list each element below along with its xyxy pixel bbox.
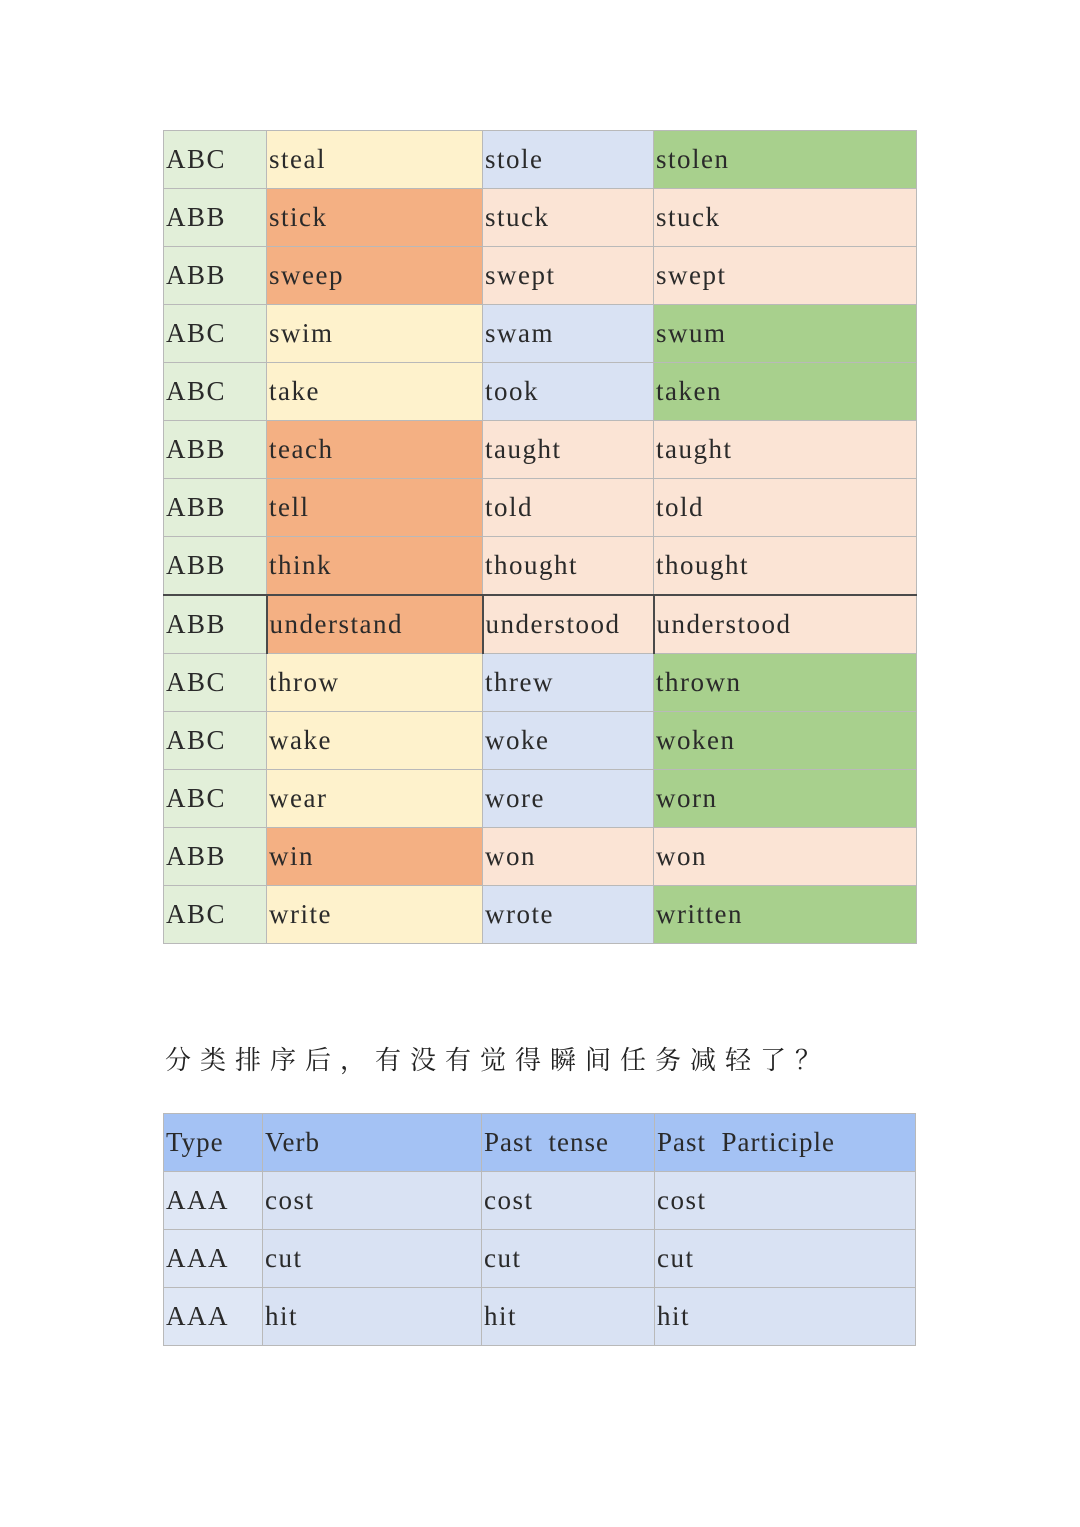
verb-cell: wake <box>267 712 483 770</box>
type-cell: ABC <box>164 770 267 828</box>
past-participle-cell: written <box>654 886 917 944</box>
type-cell: ABC <box>164 305 267 363</box>
past-tense-cell: told <box>483 479 654 537</box>
table-row <box>164 828 917 886</box>
past-tense-cell: wore <box>483 770 654 828</box>
type-cell: AAA <box>164 1172 263 1230</box>
table-row <box>164 537 917 596</box>
verb-cell: stick <box>267 189 483 247</box>
verb-table-abc-abb <box>163 130 917 944</box>
past-tense-cell: woke <box>483 712 654 770</box>
past-participle-cell: taught <box>654 421 917 479</box>
past-tense-cell: taught <box>483 421 654 479</box>
verb-cell: write <box>267 886 483 944</box>
past-tense-cell: thought <box>483 537 654 596</box>
past-tense-cell: swam <box>483 305 654 363</box>
past-tense-cell: stuck <box>483 189 654 247</box>
type-cell: AAA <box>164 1230 263 1288</box>
past-participle-cell: stolen <box>654 131 917 189</box>
past-tense-cell: threw <box>483 654 654 712</box>
type-cell: ABB <box>164 421 267 479</box>
table-row <box>164 1288 916 1346</box>
verb-cell: teach <box>267 421 483 479</box>
past-participle-cell: told <box>654 479 917 537</box>
verb-cell: steal <box>267 131 483 189</box>
verb-cell: sweep <box>267 247 483 305</box>
past-participle-cell: taken <box>654 363 917 421</box>
verb-cell: swim <box>267 305 483 363</box>
past-participle-cell: won <box>654 828 917 886</box>
caption-text: 分类排序后，有没有觉得瞬间任务减轻了？ <box>165 1046 831 1076</box>
header-type: Type <box>164 1114 263 1172</box>
past-tense-cell: stole <box>483 131 654 189</box>
table-row <box>164 305 917 363</box>
table-row <box>164 421 917 479</box>
past-participle-cell: hit <box>655 1288 916 1346</box>
type-cell: ABB <box>164 247 267 305</box>
type-cell: ABB <box>164 189 267 247</box>
past-participle-cell: swum <box>654 305 917 363</box>
table-row <box>164 1172 916 1230</box>
type-cell: AAA <box>164 1288 263 1346</box>
past-participle-cell: worn <box>654 770 917 828</box>
type-cell: ABB <box>164 537 267 596</box>
past-participle-cell: woken <box>654 712 917 770</box>
table-header-row <box>164 1114 916 1172</box>
table-row <box>164 886 917 944</box>
type-cell: ABC <box>164 654 267 712</box>
table-row <box>164 654 917 712</box>
table-row <box>164 770 917 828</box>
verb-cell: tell <box>267 479 483 537</box>
past-tense-cell: cost <box>482 1172 655 1230</box>
type-cell: ABC <box>164 131 267 189</box>
past-participle-cell: cost <box>655 1172 916 1230</box>
past-tense-cell: took <box>483 363 654 421</box>
verb-cell: hit <box>263 1288 482 1346</box>
type-cell: ABC <box>164 712 267 770</box>
table-row <box>164 247 917 305</box>
verb-cell: win <box>267 828 483 886</box>
past-tense-cell: understood <box>483 595 654 654</box>
table-row <box>164 1230 916 1288</box>
verb-table-aaa <box>163 1113 916 1346</box>
past-tense-cell: cut <box>482 1230 655 1288</box>
verb-cell: wear <box>267 770 483 828</box>
table-row <box>164 595 917 654</box>
past-participle-cell: thought <box>654 537 917 596</box>
verb-cell: throw <box>267 654 483 712</box>
type-cell: ABC <box>164 886 267 944</box>
table-row <box>164 189 917 247</box>
type-cell: ABB <box>164 595 267 654</box>
past-participle-cell: stuck <box>654 189 917 247</box>
header-past-participle: Past Participle <box>655 1114 916 1172</box>
past-tense-cell: hit <box>482 1288 655 1346</box>
verb-cell: understand <box>267 595 483 654</box>
verb-cell: think <box>267 537 483 596</box>
verb-cell: take <box>267 363 483 421</box>
type-cell: ABB <box>164 828 267 886</box>
past-participle-cell: thrown <box>654 654 917 712</box>
past-participle-cell: understood <box>654 595 917 654</box>
verb-cell: cut <box>263 1230 482 1288</box>
table-row <box>164 131 917 189</box>
type-cell: ABB <box>164 479 267 537</box>
past-participle-cell: cut <box>655 1230 916 1288</box>
header-verb: Verb <box>263 1114 482 1172</box>
header-past-tense: Past tense <box>482 1114 655 1172</box>
past-participle-cell: swept <box>654 247 917 305</box>
table-row <box>164 712 917 770</box>
type-cell: ABC <box>164 363 267 421</box>
table-row <box>164 363 917 421</box>
table-row <box>164 479 917 537</box>
past-tense-cell: wrote <box>483 886 654 944</box>
past-tense-cell: won <box>483 828 654 886</box>
past-tense-cell: swept <box>483 247 654 305</box>
verb-cell: cost <box>263 1172 482 1230</box>
